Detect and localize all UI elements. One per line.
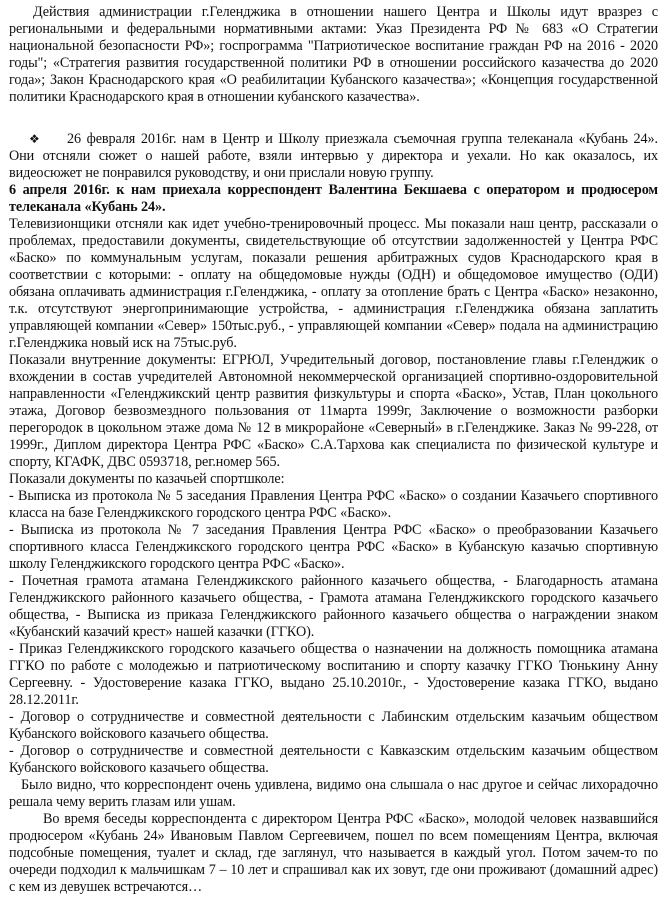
diamond-bullet-icon: ❖ — [29, 132, 40, 146]
list-item-labinsk-agreement: - Договор о сотрудничестве и совместной деятельности с Лабинским отдельским казачьим обществом Кубанского войскового казачьего общества. — [9, 709, 658, 742]
document-body — [9, 4, 658, 896]
list-item-protocol-5: - Выписка из протокола № 5 заседания Правления Центра РФС «Баско» о создании Казачьего спортивного класса на базе Геленджикского городского центра РФС «Баско». — [9, 488, 658, 521]
paragraph-filming-process: Телевизионщики отсняли как идет учебно-тренировочный процесс. Мы показали наш центр, рассказали о проблемах, предоставили документы, свидетельствующие об отсутствии задолженностей у Центра РФС «Баско» по коммунальным услугам, показали решения арбитражных судов Краснодарского края в соответствии с которыми: - оплату на общедомовые нужды (ОДН) и общедомовое имущество (ОДИ) обязана оплачивать администрация г.Геленджика, - оплату за отопление брать с Центра «Баско» незаконно, т.к. отсутствуют энергопринимающие устройства, - администрация г.Геленджика обязана заплатить управляющей компании «Север» 150тыс.руб., - управляющей компании «Север» подала на администрацию г.Геленджика новый иск на 75тыс.руб. — [9, 216, 658, 351]
list-item-protocol-7: - Выписка из протокола № 7 заседания Правления Центра РФС «Баско» о преобразовании Казачьего спортивного класса Геленджикского городского центра РФС «Баско» в Кубанскую казачью спортивную школу Геленджикского городского центра РФС «Баско». — [9, 522, 658, 572]
paragraph-producer-behavior: Во время беседы корреспондента с директором Центра РФС «Баско», молодой человек назвавшийся продюсером «Кубань 24» Ивановым Павлом Сергеевичем, пошел по всем помещениям Центра, включая подсобные помещения, туалет и склад, где заглянул, что называется в каждый угол. Потом зачем-то по очереди подходил к мальчишкам 7 – 10 лет и спрашивал как их зовут, где они проживают (домашний адрес) с кем из девушек встречаются… — [9, 811, 658, 895]
list-item-kavkazsky-agreement: - Договор о сотрудничестве и совместной деятельности с Кавказским отдельским казачьим обществом Кубанского войскового казачьего общества. — [9, 743, 658, 776]
paragraph-correspondent-surprise: Было видно, что корреспондент очень удивлена, видимо она слышала о нас другое и сейчас лихорадочно решала чему верить глазам или ушам. — [9, 777, 658, 810]
paragraph-february-visit — [9, 131, 658, 182]
list-item-awards: - Почетная грамота атамана Геленджикского районного казачьего общества, - Благодарность атамана Геленджикского районного казачьего общества, - Грамота атамана Геленджикского городского казачьего общества, - Выписка из приказа Геленджикского районного казачьего общества о награждении знаком «Кубанский казачий крест» нашей казачки (ГГКО). — [9, 573, 658, 640]
paragraph-internal-documents: Показали внутренние документы: ЕГРЮЛ, Учредительный договор, постановление главы г.Геленджик о вхождении в состав учредителей Автономной некоммерческой организацией спортивно-оздоровительной направленности «Геленджикский центр развития физкультуры и спорта «Баско», Устав, План цокольного этажа, Договор безвозмездного пользования от 11марта 1999г, Заключение о возможности разборки перегородок в цокольном этаже дома № 12 в микрорайоне «Северный» в г.Геленджике. Заказ № 99-228, от 1999г., Диплом директора Центра РФС «Баско» С.А.Тархова как специалиста по физической культуре и спорту, КГАФК, ДВС 0593718, рег.номер 565. — [9, 352, 658, 470]
paragraph-cossack-school-docs-intro: Показали документы по казачьей спортшколе: — [9, 471, 285, 487]
paragraph-april-visit-heading: 6 апреля 2016г. к нам приехала корреспондент Валентина Бекшаева с оператором и продюсером телеканала «Кубань 24». — [9, 182, 658, 215]
paragraph-february-text: 26 февраля 2016г. нам в Центр и Школу приезжала съемочная группа телеканала «Кубань 24». Они отсняли сюжет о нашей работе, взяли интервью у директора и уехали. Но как оказалось, их видеосюжет не понравился руководству, и они прислали новую группу. — [9, 131, 658, 181]
paragraph-gap — [9, 106, 658, 131]
paragraph-regulatory-acts: Действия администрации г.Геленджика в отношении нашего Центра и Школы идут вразрез с региональными и федеральными нормативными актами: Указ Президента РФ № 683 «О Стратегии национальной безопасности РФ»; госпрограмма "Патриотическое воспитание граждан РФ на 2016 - 2020 годы"; «Стратегия развития государственной политики РФ в отношении российского казачества до 2020 года»; Закон Краснодарского края «О реабилитации Кубанского казачества»; «Концепция государственной политики Краснодарского края в отношении кубанского казачества». — [9, 4, 658, 105]
list-item-order-appointment: - Приказ Геленджикского городского казачьего общества о назначении на должность помощника атамана ГГКО по работе с молодежью и патриотическому воспитанию и спорту казачку ГГКО Тюнькину Анну Сергеевну. - Удостоверение казака ГГКО, выдано 25.10.2010г., - Удостоверение казака ГГКО, выдано 28.12.2011г. — [9, 641, 658, 708]
